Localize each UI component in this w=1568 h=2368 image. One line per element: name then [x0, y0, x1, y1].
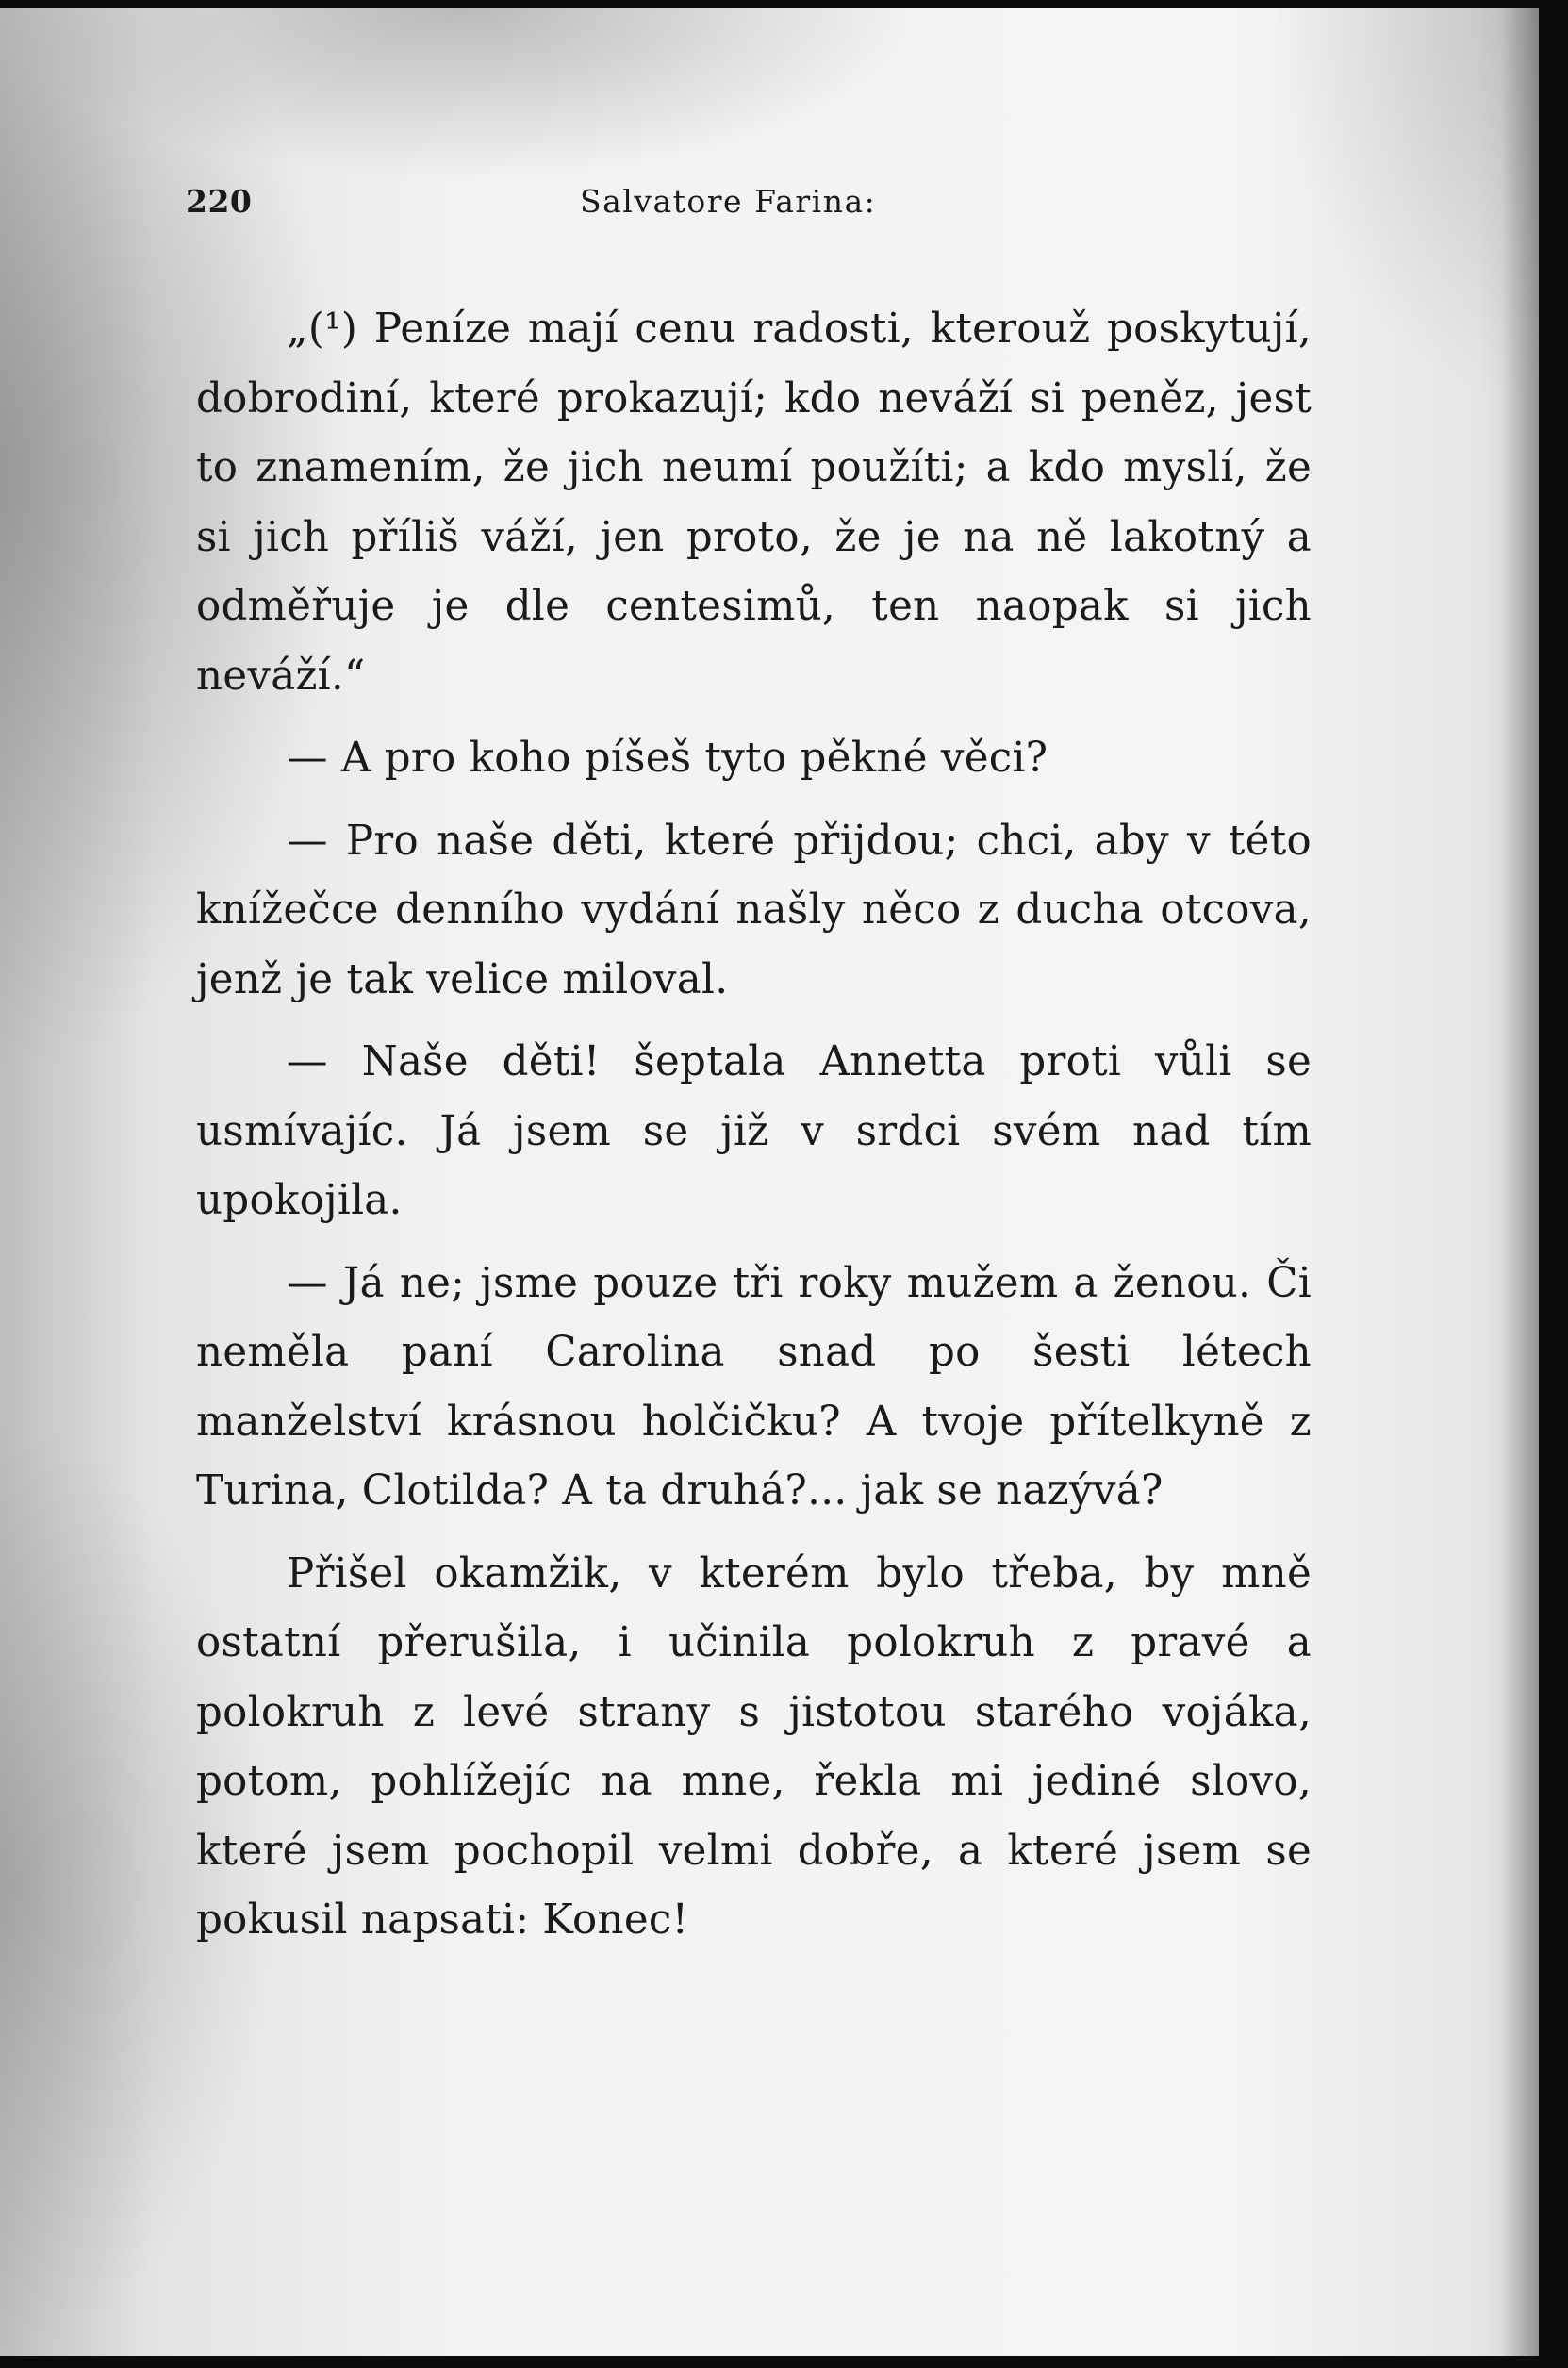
paragraph: „(¹) Peníze mají cenu radosti, kterouž poskytují, dobrodiní, které prokazují; kdo neváží si peněz, jest to znamením, že jich neumí použíti; a kdo myslí, že si jich příliš váží, jen proto, že je na ně lakotný a odměřuje je dle centesimů, ten naopak si jich neváží.“: [196, 306, 1312, 700]
running-head: Salvatore Farina:: [580, 183, 877, 220]
page-number: 220: [186, 183, 253, 220]
page-edge-shadow: [1501, 8, 1539, 2356]
paragraph: — Naše děti! šeptala Annetta proti vůli se usmívajíc. Já jsem se již v srdci svém nad tím upokojila.: [196, 1038, 1312, 1224]
book-page: [0, 8, 1539, 2356]
paragraph: — Pro naše děti, které přijdou; chci, aby v této knížečce denního vydání našly něco z ducha otcova, jenž je tak velice miloval.: [196, 817, 1312, 1003]
page-header: [186, 183, 1317, 230]
paragraph: — A pro koho píšeš tyto pěkné věci?: [287, 735, 1048, 782]
paragraph: — Já ne; jsme pouze tři roky mužem a ženou. Či neměla paní Carolina snad po šesti létech manželství krásnou holčičku? A tvoje přítelkyně z Turina, Clotilda? A ta druhá?... jak se nazývá?: [196, 1259, 1312, 1515]
body-text: [196, 295, 1312, 1969]
paragraph: Přišel okamžik, v kterém bylo třeba, by mně ostatní přerušila, i učinila polokruh z pravé a polokruh z levé strany s jistotou starého vojáka, potom, pohlížejíc na mne, řekla mi jediné slovo, které jsem pochopil velmi dobře, a které jsem se pokusil napsati: Konec!: [196, 1549, 1312, 1944]
